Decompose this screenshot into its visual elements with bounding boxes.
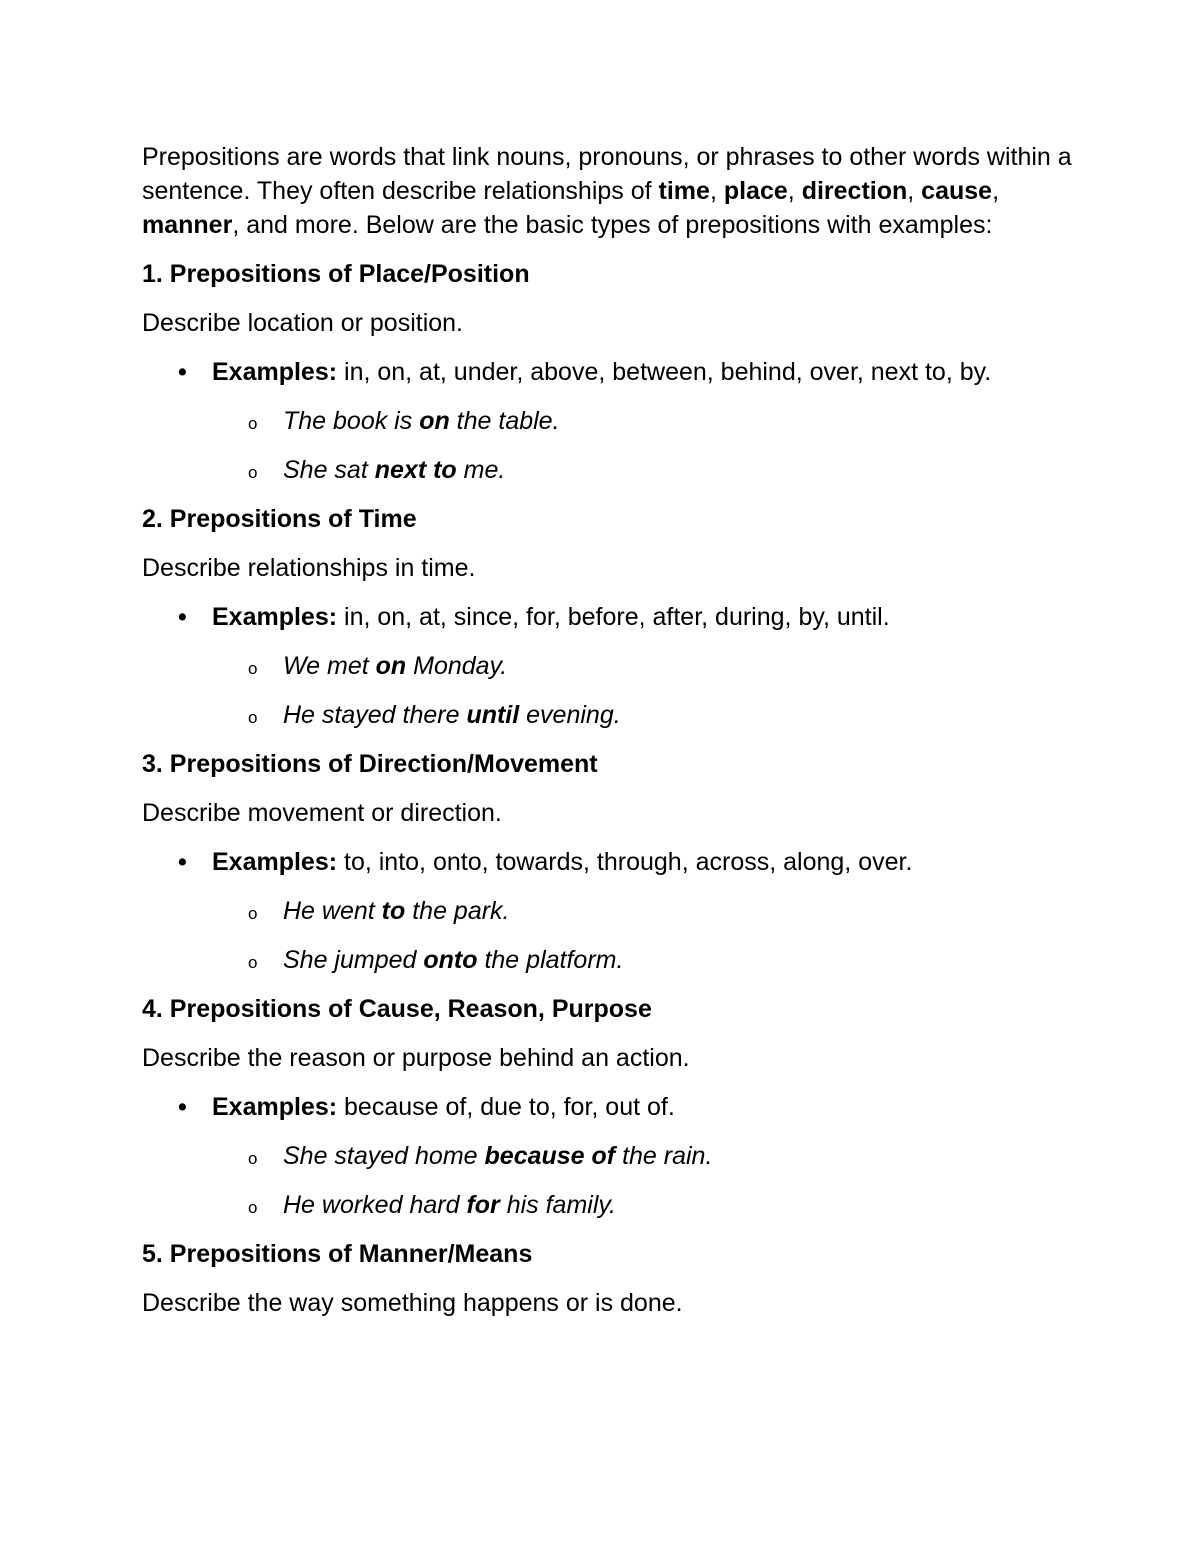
example-sentence <box>142 698 1072 732</box>
sentence-text: He went <box>283 897 382 925</box>
circle-bullet-icon: o <box>248 1149 258 1168</box>
intro-text: Prepositions are words that link nouns, pronouns, or phrases to other words within a sentence. They often describe relationships of <box>142 143 1072 205</box>
section-heading: 5. Prepositions of Manner/Means <box>142 1240 533 1268</box>
example-sentence <box>142 1139 1072 1173</box>
section-description: Describe location or position. <box>142 309 463 337</box>
keyword-direction: direction <box>801 177 908 205</box>
keyword-place: place <box>723 177 788 205</box>
sentence-text: evening. <box>519 701 621 729</box>
sentence-text: the rain. <box>615 1142 713 1170</box>
section-heading: 2. Prepositions of Time <box>142 505 417 533</box>
intro-separator: , <box>709 177 724 205</box>
circle-bullet-icon: o <box>248 708 258 727</box>
sentence-preposition: to <box>381 897 406 925</box>
section-heading: 4. Prepositions of Cause, Reason, Purpose <box>142 995 652 1023</box>
sentence-text: She jumped <box>283 946 424 974</box>
sentence-text: She sat <box>283 456 375 484</box>
sentence-text: He stayed there <box>283 701 467 729</box>
sentence-preposition: onto <box>423 946 478 974</box>
example-sentence <box>142 1188 1072 1222</box>
example-sentence <box>142 404 1072 438</box>
sentence-text: The book is <box>283 407 420 435</box>
examples-list-item <box>142 355 1072 389</box>
section-heading: 1. Prepositions of Place/Position <box>142 260 530 288</box>
bullet-icon: • <box>178 358 187 386</box>
sentence-text: the park. <box>405 897 510 925</box>
sentence-preposition: on <box>375 652 407 680</box>
examples-text: because of, due to, for, out of. <box>337 1093 675 1121</box>
keyword-time: time <box>658 177 710 205</box>
section-description: Describe the reason or purpose behind an action. <box>142 1044 690 1072</box>
sentence-text: Monday. <box>406 652 508 680</box>
circle-bullet-icon: o <box>248 953 258 972</box>
sentence-preposition: for <box>466 1191 500 1219</box>
section-description: Describe the way something happens or is done. <box>142 1289 683 1317</box>
circle-bullet-icon: o <box>248 1198 258 1217</box>
examples-list-item <box>142 600 1072 634</box>
intro-separator: , <box>907 177 922 205</box>
examples-label: Examples: <box>212 1093 338 1121</box>
example-sentence <box>142 943 1072 977</box>
section-description: Describe relationships in time. <box>142 554 476 582</box>
circle-bullet-icon: o <box>248 659 258 678</box>
examples-label: Examples: <box>212 358 338 386</box>
sentence-text: We met <box>283 652 376 680</box>
intro-separator: , <box>992 177 1000 205</box>
circle-bullet-icon: o <box>248 463 258 482</box>
section-heading: 3. Prepositions of Direction/Movement <box>142 750 598 778</box>
section-description: Describe movement or direction. <box>142 799 502 827</box>
keyword-manner: manner <box>142 211 233 239</box>
example-sentence <box>142 894 1072 928</box>
circle-bullet-icon: o <box>248 414 258 433</box>
sentence-text: his family. <box>499 1191 616 1219</box>
sentence-text: me. <box>456 456 506 484</box>
example-sentence <box>142 649 1072 683</box>
intro-separator: , <box>787 177 802 205</box>
intro-text-end: , and more. Below are the basic types of prepositions with examples: <box>232 211 993 239</box>
sentence-text: She stayed home <box>283 1142 485 1170</box>
sentence-preposition: until <box>466 701 520 729</box>
sentence-preposition: on <box>419 407 450 435</box>
bullet-icon: • <box>178 848 187 876</box>
sentence-text: the table. <box>449 407 560 435</box>
circle-bullet-icon: o <box>248 904 258 923</box>
bullet-icon: • <box>178 603 187 631</box>
sentence-text: the platform. <box>477 946 624 974</box>
sentence-text: He worked hard <box>283 1191 467 1219</box>
examples-label: Examples: <box>212 848 338 876</box>
examples-text: in, on, at, under, above, between, behind, over, next to, by. <box>337 358 992 386</box>
sentence-preposition: because of <box>484 1142 616 1170</box>
example-sentence <box>142 453 1072 487</box>
examples-label: Examples: <box>212 603 338 631</box>
examples-text: in, on, at, since, for, before, after, during, by, until. <box>337 603 890 631</box>
sentence-preposition: next to <box>374 456 457 484</box>
keyword-cause: cause <box>921 177 993 205</box>
examples-list-item <box>142 1090 1072 1124</box>
bullet-icon: • <box>178 1093 187 1121</box>
examples-list-item <box>142 845 1072 879</box>
examples-text: to, into, onto, towards, through, across, along, over. <box>337 848 913 876</box>
document-page <box>142 140 1072 1335</box>
intro-paragraph <box>142 140 1072 242</box>
